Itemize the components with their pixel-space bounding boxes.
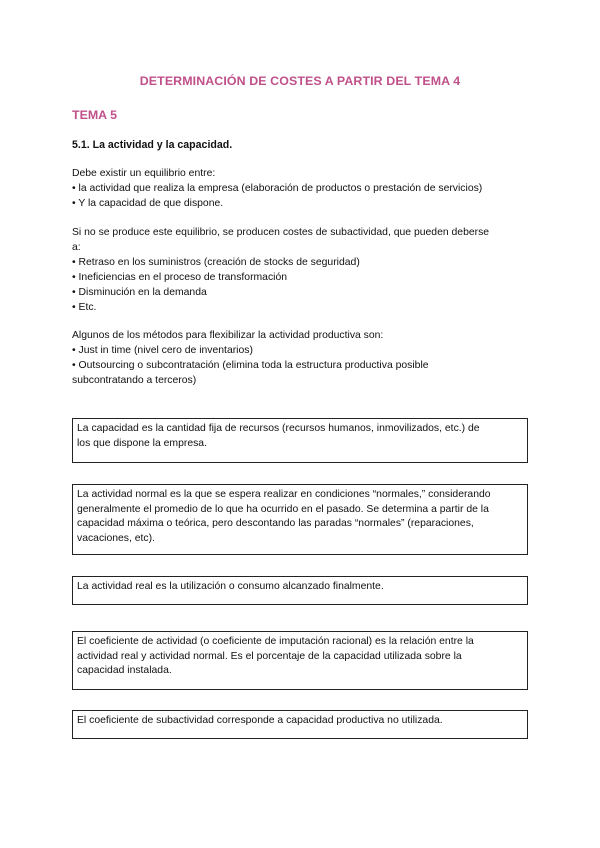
bullet-item: • la actividad que realiza la empresa (elaboración de productos o prestación de servicios) [72, 183, 483, 194]
definition-box-coeficiente-subactividad [72, 710, 528, 739]
intro-paragraph [72, 166, 532, 211]
subactividad-paragraph [72, 225, 532, 315]
subsection-title: 5.1. La actividad y la capacidad. [72, 139, 233, 151]
bullet-item: • Y la capacidad de que dispone. [72, 198, 224, 209]
definition-box-actividad-normal [72, 484, 528, 555]
metodos-paragraph [72, 328, 532, 388]
definition-line: La capacidad es la cantidad fija de recursos (recursos humanos, inmovilizados, etc.) de [77, 423, 480, 434]
text-line: Algunos de los métodos para flexibilizar la actividad productiva son: [72, 330, 384, 341]
definition-line: La actividad real es la utilización o consumo alcanzado finalmente. [77, 581, 384, 592]
bullet-item: • Etc. [72, 302, 97, 313]
text-line: Debe existir un equilibrio entre: [72, 168, 216, 179]
bullet-item: • Outsourcing o subcontratación (elimina toda la estructura productiva posible [72, 360, 429, 371]
text-line: Si no se produce este equilibrio, se producen costes de subactividad, que pueden deberse [72, 227, 490, 238]
definition-line: El coeficiente de actividad (o coeficiente de imputación racional) es la relación entre la [77, 636, 474, 647]
bullet-item: • Disminución en la demanda [72, 287, 207, 298]
definition-line: La actividad normal es la que se espera realizar en condiciones “normales,” considerando [77, 489, 491, 500]
definition-line: vacaciones, etc). [77, 532, 155, 544]
section-title: TEMA 5 [72, 108, 117, 122]
definition-line: los que dispone la empresa. [77, 437, 207, 449]
definition-line: El coeficiente de subactividad corresponde a capacidad productiva no utilizada. [77, 715, 443, 726]
definition-box-capacidad [72, 418, 528, 463]
page-title: DETERMINACIÓN DE COSTES A PARTIR DEL TEMA 4 [139, 74, 461, 88]
definition-line: generalmente el promedio de lo que ha ocurrido en el pasado. Se determina a partir de la [77, 503, 489, 515]
bullet-item: • Retraso en los suministros (creación de stocks de seguridad) [72, 257, 360, 268]
definition-line: capacidad instalada. [77, 665, 172, 677]
definition-box-coeficiente-actividad [72, 631, 528, 690]
definition-line: actividad real y actividad normal. Es el porcentaje de la capacidad utilizada sobre la [77, 650, 462, 662]
definition-line: capacidad máxima o teórica, pero descontando las paradas “normales” (reparaciones, [77, 518, 474, 530]
bullet-item: • Ineficiencias en el proceso de transformación [72, 272, 288, 283]
text-line: a: [72, 242, 81, 253]
text-line: subcontratando a terceros) [72, 375, 197, 386]
definition-box-actividad-real [72, 576, 528, 605]
bullet-item: • Just in time (nivel cero de inventarios) [72, 345, 253, 356]
